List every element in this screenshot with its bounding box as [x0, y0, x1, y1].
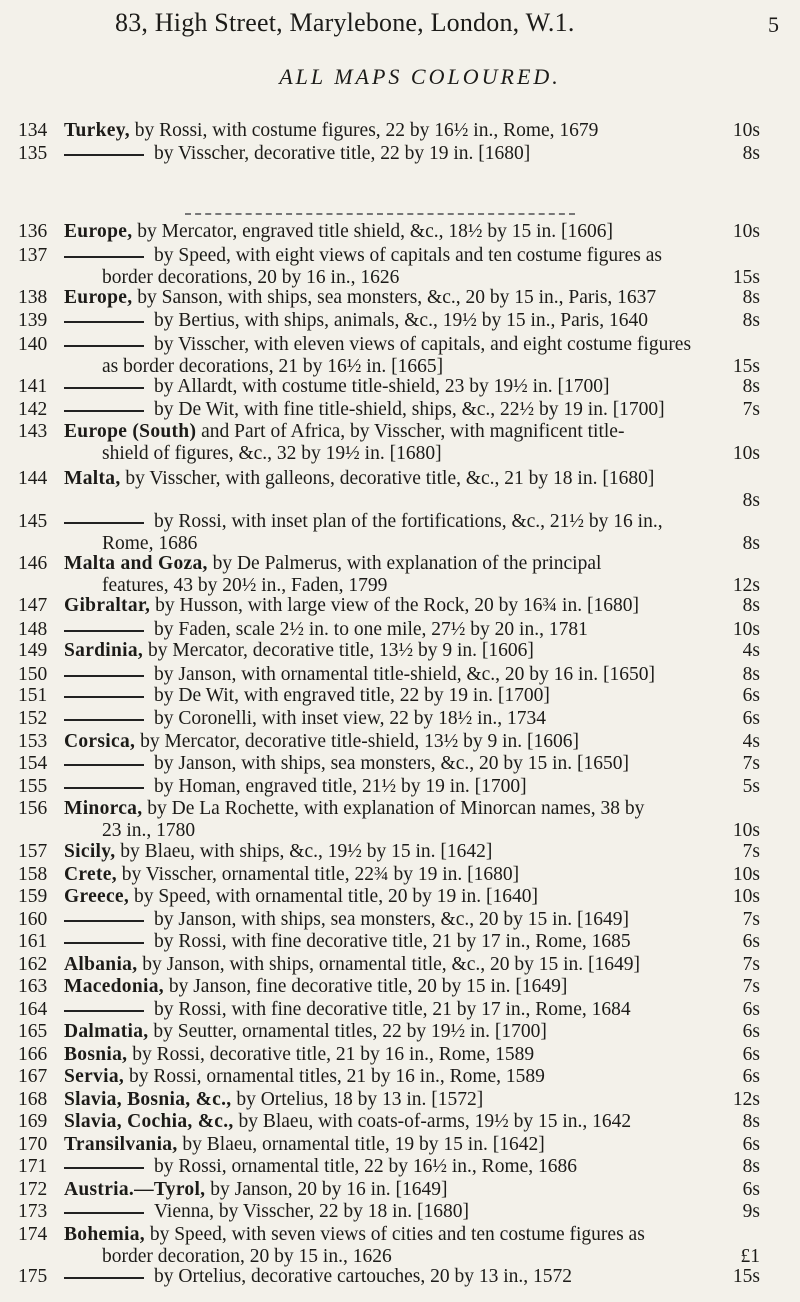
- ditto-dash: [64, 256, 144, 258]
- entry-text: by Rossi, ornamental titles, 21 by 16 in., Rome, 1589: [124, 1066, 545, 1087]
- ditto-dash: [64, 410, 144, 412]
- entry-continuation: features, 43 by 20½ in., Faden, 1799: [102, 575, 388, 596]
- entry-text: by De Wit, with engraved title, 22 by 19 in. [1700]: [154, 685, 550, 706]
- entry-description: [64, 999, 720, 1021]
- entry-continuation: as border decorations, 21 by 16½ in. [1665]: [102, 356, 444, 377]
- entry-price: 12s: [732, 575, 760, 596]
- entry-heading: Austria.—Tyrol,: [64, 1179, 206, 1200]
- ditto-dash: [64, 1010, 144, 1012]
- entry-price: 8s: [742, 143, 760, 164]
- entry-description: [64, 931, 720, 953]
- entry-number: 150: [18, 664, 48, 685]
- entry-number: 168: [18, 1089, 48, 1110]
- entry-price: 7s: [742, 399, 760, 420]
- entry-price: 9s: [742, 1201, 760, 1222]
- entry-description: [64, 1111, 720, 1133]
- entry-description: [64, 1179, 720, 1201]
- entry-number: 173: [18, 1201, 48, 1222]
- entry-heading: Slavia, Cochia, &c.,: [64, 1111, 234, 1132]
- entry-price: 8s: [742, 310, 760, 331]
- entry-heading: Sicily,: [64, 841, 116, 862]
- entry-text: by Visscher, with eleven views of capitals, and eight costume figures: [154, 334, 692, 355]
- ditto-dash: [64, 696, 144, 698]
- entry-description: [64, 245, 760, 267]
- entry-heading: Slavia, Bosnia, &c.,: [64, 1089, 232, 1110]
- entry-description: [64, 708, 720, 730]
- entry-number: 140: [18, 334, 48, 355]
- entry-number: 146: [18, 553, 48, 574]
- entry-price: 10s: [732, 886, 760, 907]
- entry-price: 12s: [732, 1089, 760, 1110]
- entry-number: 143: [18, 421, 48, 442]
- entry-number: 158: [18, 864, 48, 885]
- entry-price: 15s: [732, 267, 760, 288]
- ditto-dash: [64, 1277, 144, 1279]
- entry-number: 170: [18, 1134, 48, 1155]
- entry-heading: Dalmatia,: [64, 1021, 149, 1042]
- entry-description: [64, 664, 720, 686]
- ditto-dash: [64, 522, 144, 524]
- entry-text: by Sanson, with ships, sea monsters, &c., 20 by 15 in., Paris, 1637: [132, 287, 657, 308]
- entry-text: by Rossi, ornamental title, 22 by 16½ in., Rome, 1686: [154, 1156, 578, 1177]
- entry-heading: Europe,: [64, 287, 133, 308]
- ditto-dash: [64, 675, 144, 677]
- entry-number: 138: [18, 287, 48, 308]
- entry-price: 10s: [732, 864, 760, 885]
- entry-number: 174: [18, 1224, 48, 1245]
- entry-price: 15s: [732, 1266, 760, 1287]
- entry-text: by De Wit, with fine title-shield, ships, &c., 22½ by 19 in. [1700]: [154, 399, 665, 420]
- entry-number: 161: [18, 931, 48, 952]
- entry-price: 7s: [742, 976, 760, 997]
- entry-description: [64, 1266, 720, 1288]
- entry-text: by Rossi, with inset plan of the fortifications, &c., 21½ by 16 in.,: [154, 511, 663, 532]
- entry-text: by Mercator, decorative title-shield, 13½ by 9 in. [1606]: [135, 731, 579, 752]
- entry-heading: Crete,: [64, 864, 117, 885]
- entry-number: 166: [18, 1044, 48, 1065]
- entry-text: by Janson, with ornamental title-shield, &c., 20 by 16 in. [1650]: [154, 664, 655, 685]
- entry-text: by Janson, 20 by 16 in. [1649]: [205, 1179, 448, 1200]
- entry-text: by Homan, engraved title, 21½ by 19 in. [1700]: [154, 776, 527, 797]
- entry-description: [64, 310, 720, 332]
- entry-price: 6s: [742, 1134, 760, 1155]
- entry-text: Vienna, by Visscher, 22 by 18 in. [1680]: [154, 1201, 469, 1222]
- entry-price: 6s: [742, 1021, 760, 1042]
- entry-heading: Albania,: [64, 954, 138, 975]
- entry-number: 153: [18, 731, 48, 752]
- entry-number: 159: [18, 886, 48, 907]
- entry-description: [64, 954, 720, 976]
- entry-price: 8s: [742, 533, 760, 554]
- entry-number: 165: [18, 1021, 48, 1042]
- entry-price: 10s: [732, 443, 760, 464]
- entry-description: [64, 619, 720, 641]
- entry-text: by Visscher, ornamental title, 22¾ by 19 in. [1680]: [116, 864, 520, 885]
- entry-price: 5s: [742, 776, 760, 797]
- entry-description: [64, 685, 720, 707]
- entry-text: by Mercator, engraved title shield, &c., 18½ by 15 in. [1606]: [132, 221, 614, 242]
- entry-text: by Janson, with ships, ornamental title, &c., 20 by 15 in. [1649]: [137, 954, 641, 975]
- page-header: 83, High Street, Marylebone, London, W.1.: [115, 8, 575, 37]
- entry-description: [64, 334, 760, 356]
- entry-price: 7s: [742, 753, 760, 774]
- entry-description: [64, 376, 720, 398]
- entry-heading: Transilvania,: [64, 1134, 178, 1155]
- entry-description: [64, 287, 720, 309]
- entry-number: 137: [18, 245, 48, 266]
- entry-text: by Janson, with ships, sea monsters, &c., 20 by 15 in. [1650]: [154, 753, 630, 774]
- entry-continuation: 23 in., 1780: [102, 820, 196, 841]
- ditto-dash: [64, 920, 144, 922]
- entry-continuation: border decorations, 20 by 16 in., 1626: [102, 267, 400, 288]
- entry-heading: Malta,: [64, 468, 121, 489]
- entry-text: by Speed, with seven views of cities and ten costume figures as: [144, 1224, 645, 1245]
- entry-price: 10s: [732, 619, 760, 640]
- entry-description: [64, 1021, 720, 1043]
- entry-number: 139: [18, 310, 48, 331]
- entry-number: 147: [18, 595, 48, 616]
- entry-heading: Bosnia,: [64, 1044, 128, 1065]
- entry-number: 154: [18, 753, 48, 774]
- entry-number: 151: [18, 685, 48, 706]
- entry-number: 172: [18, 1179, 48, 1200]
- entry-price: 6s: [742, 931, 760, 952]
- entry-description: [64, 640, 720, 662]
- entry-text: by Allardt, with costume title-shield, 23 by 19½ in. [1700]: [154, 376, 610, 397]
- entry-text: by Janson, with ships, sea monsters, &c., 20 by 15 in. [1649]: [154, 909, 630, 930]
- entry-text: by Ortelius, decorative cartouches, 20 by 13 in., 1572: [154, 1266, 573, 1287]
- ditto-dash: [64, 387, 144, 389]
- entry-price: 6s: [742, 1044, 760, 1065]
- entry-heading: Gibraltar,: [64, 595, 151, 616]
- ditto-dash: [64, 154, 144, 156]
- entry-text: by Ortelius, 18 by 13 in. [1572]: [231, 1089, 484, 1110]
- entry-number: 171: [18, 1156, 48, 1177]
- entry-price: 8s: [742, 664, 760, 685]
- entry-heading: Turkey,: [64, 120, 130, 141]
- entry-text: by Faden, scale 2½ in. to one mile, 27½ by 20 in., 1781: [154, 619, 588, 640]
- entry-price: 4s: [742, 640, 760, 661]
- entry-price: 8s: [742, 1111, 760, 1132]
- entry-heading: Europe,: [64, 221, 133, 242]
- entry-number: 175: [18, 1266, 48, 1287]
- ditto-dash: [64, 1212, 144, 1214]
- entry-price: 8s: [742, 595, 760, 616]
- entry-description: [64, 143, 720, 165]
- entry-text: by Visscher, with galleons, decorative title, &c., 21 by 18 in. [1680]: [120, 468, 655, 489]
- entry-number: 155: [18, 776, 48, 797]
- entry-text: by Bertius, with ships, animals, &c., 19½ by 15 in., Paris, 1640: [154, 310, 648, 331]
- entry-text: by Blaeu, with ships, &c., 19½ by 15 in. [1642]: [115, 841, 493, 862]
- entry-description: [64, 1156, 720, 1178]
- entry-price: 10s: [732, 820, 760, 841]
- entry-price: 6s: [742, 708, 760, 729]
- entry-heading: Malta and Goza,: [64, 553, 208, 574]
- ditto-dash: [64, 630, 144, 632]
- entry-number: 167: [18, 1066, 48, 1087]
- entry-text: by Visscher, decorative title, 22 by 19 in. [1680]: [154, 143, 531, 164]
- entry-description: [64, 841, 720, 863]
- entry-price: 7s: [742, 909, 760, 930]
- entry-text: by Blaeu, with coats-of-arms, 19½ by 15 in., 1642: [233, 1111, 632, 1132]
- entry-description: [64, 776, 720, 798]
- entry-description: [64, 731, 720, 753]
- entry-text: by Rossi, decorative title, 21 by 16 in., Rome, 1589: [127, 1044, 535, 1065]
- entry-text: and Part of Africa, by Visscher, with magnificent title-: [196, 421, 625, 442]
- entry-text: by Seutter, ornamental titles, 22 by 19½ in. [1700]: [148, 1021, 547, 1042]
- entry-description: [64, 753, 720, 775]
- entry-number: 156: [18, 798, 48, 819]
- entry-text: by Rossi, with fine decorative title, 21 by 17 in., Rome, 1684: [154, 999, 631, 1020]
- entry-text: by Rossi, with fine decorative title, 21 by 17 in., Rome, 1685: [154, 931, 631, 952]
- entry-price: 8s: [742, 490, 760, 511]
- entry-number: 163: [18, 976, 48, 997]
- entry-heading: Corsica,: [64, 731, 136, 752]
- entry-description: [64, 864, 720, 886]
- page-number: 5: [768, 12, 779, 37]
- divider: [185, 213, 575, 215]
- entry-number: 169: [18, 1111, 48, 1132]
- entry-number: 134: [18, 120, 48, 141]
- entry-description: [64, 1089, 720, 1111]
- entry-description: [64, 1134, 720, 1156]
- entry-price: 8s: [742, 1156, 760, 1177]
- entry-number: 145: [18, 511, 48, 532]
- entry-number: 148: [18, 619, 48, 640]
- entry-price: 7s: [742, 954, 760, 975]
- entry-description: [64, 221, 720, 243]
- ditto-dash: [64, 942, 144, 944]
- ditto-dash: [64, 1167, 144, 1169]
- entry-number: 164: [18, 999, 48, 1020]
- entry-text: by Speed, with ornamental title, 20 by 19 in. [1640]: [129, 886, 538, 907]
- entry-number: 152: [18, 708, 48, 729]
- ditto-dash: [64, 764, 144, 766]
- entry-text: by Husson, with large view of the Rock, 20 by 16¾ in. [1680]: [150, 595, 639, 616]
- entry-heading: Minorca,: [64, 798, 143, 819]
- entry-heading: Europe (South): [64, 421, 197, 442]
- ditto-dash: [64, 345, 144, 347]
- entry-number: 135: [18, 143, 48, 164]
- entry-description: [64, 421, 760, 443]
- entry-price: 8s: [742, 287, 760, 308]
- entry-description: [64, 511, 760, 533]
- entry-text: by Speed, with eight views of capitals and ten costume figures as: [154, 245, 662, 266]
- entry-heading: Bohemia,: [64, 1224, 145, 1245]
- entry-price: 10s: [732, 221, 760, 242]
- entry-number: 162: [18, 954, 48, 975]
- entry-description: [64, 399, 720, 421]
- entry-price: 8s: [742, 376, 760, 397]
- entry-continuation: Rome, 1686: [102, 533, 198, 554]
- entry-price: 6s: [742, 685, 760, 706]
- entry-text: by Coronelli, with inset view, 22 by 18½ in., 1734: [154, 708, 546, 729]
- entry-number: 136: [18, 221, 48, 242]
- entry-price: 6s: [742, 999, 760, 1020]
- entry-number: 142: [18, 399, 48, 420]
- entry-text: by De Palmerus, with explanation of the principal: [207, 553, 602, 574]
- entry-description: [64, 1201, 720, 1223]
- entry-text: by Mercator, decorative title, 13½ by 9 in. [1606]: [143, 640, 534, 661]
- entry-description: [64, 886, 720, 908]
- entry-price: 10s: [732, 120, 760, 141]
- entry-description: [64, 1066, 720, 1088]
- entry-description: [64, 1044, 720, 1066]
- entry-description: [64, 909, 720, 931]
- entry-number: 149: [18, 640, 48, 661]
- entry-continuation: border decoration, 20 by 15 in., 1626: [102, 1246, 392, 1267]
- entry-description: [64, 1224, 760, 1246]
- section-title: ALL MAPS COLOURED.: [279, 64, 561, 89]
- entry-description: [64, 468, 760, 490]
- entry-price: £1: [740, 1246, 760, 1267]
- ditto-dash: [64, 321, 144, 323]
- entry-heading: Sardinia,: [64, 640, 144, 661]
- entry-text: by De La Rochette, with explanation of Minorcan names, 38 by: [142, 798, 645, 819]
- entry-price: 15s: [732, 356, 760, 377]
- ditto-dash: [64, 787, 144, 789]
- entry-text: by Blaeu, ornamental title, 19 by 15 in. [1642]: [177, 1134, 545, 1155]
- entry-number: 160: [18, 909, 48, 930]
- entry-number: 141: [18, 376, 48, 397]
- entry-text: by Janson, fine decorative title, 20 by 15 in. [1649]: [163, 976, 568, 997]
- entry-price: 7s: [742, 841, 760, 862]
- entry-description: [64, 976, 720, 998]
- entry-description: [64, 595, 720, 617]
- entry-price: 6s: [742, 1066, 760, 1087]
- entry-number: 144: [18, 468, 48, 489]
- entry-continuation: shield of figures, &c., 32 by 19½ in. [1680]: [102, 443, 442, 464]
- entry-price: 4s: [742, 731, 760, 752]
- entry-number: 157: [18, 841, 48, 862]
- ditto-dash: [64, 719, 144, 721]
- entry-description: [64, 553, 760, 575]
- entry-description: [64, 120, 720, 142]
- entry-price: 6s: [742, 1179, 760, 1200]
- entry-description: [64, 798, 760, 820]
- entry-heading: Macedonia,: [64, 976, 164, 997]
- entry-heading: Servia,: [64, 1066, 125, 1087]
- entry-text: by Rossi, with costume figures, 22 by 16½ in., Rome, 1679: [129, 120, 599, 141]
- entry-heading: Greece,: [64, 886, 130, 907]
